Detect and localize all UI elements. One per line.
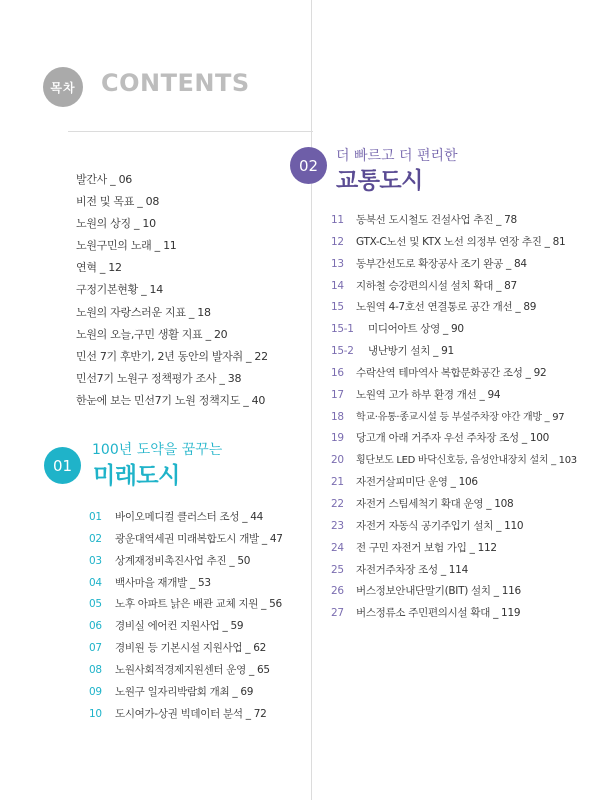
list-item[interactable] xyxy=(331,341,577,363)
item-number: 09 xyxy=(89,685,102,698)
item-number: 11 xyxy=(331,214,344,226)
item-number: 06 xyxy=(89,620,102,633)
item-text: 전 구민 자전거 보험 가입 _ 112 xyxy=(356,541,497,554)
list-item[interactable] xyxy=(331,494,577,516)
item-number: 17 xyxy=(331,388,344,401)
item-number: 27 xyxy=(331,607,344,620)
item-number: 04 xyxy=(89,576,102,589)
item-number: 12 xyxy=(331,235,344,248)
intro-item[interactable]: 구정기본현황 _ 14 xyxy=(76,283,163,297)
list-item[interactable] xyxy=(331,210,577,232)
contents-badge xyxy=(43,67,83,107)
item-number: 24 xyxy=(331,541,344,554)
item-number: 22 xyxy=(331,497,344,510)
list-item[interactable] xyxy=(331,428,577,450)
item-text: 노원사회적경제지원센터 운영 _ 65 xyxy=(115,663,270,676)
item-text: 학교·유통·종교시설 등 부설주차장 야간 개방 _ 97 xyxy=(356,411,565,423)
item-number: 01 xyxy=(89,511,102,523)
section-1-number: 01 xyxy=(52,456,73,475)
list-item[interactable] xyxy=(331,472,577,494)
list-item[interactable] xyxy=(331,319,577,341)
item-text: 당고개 아래 거주자 우선 주차장 조성 _ 100 xyxy=(356,432,549,445)
item-number: 03 xyxy=(89,554,102,567)
list-item[interactable] xyxy=(331,581,577,603)
list-item[interactable] xyxy=(331,276,577,298)
list-item[interactable] xyxy=(89,551,283,573)
section-1-number-badge xyxy=(44,447,81,484)
item-text: 바이오메디컬 클러스터 조성 _ 44 xyxy=(115,511,263,523)
section-1-subtitle: 100년 도약을 꿈꾸는 xyxy=(92,442,223,458)
section-1-list xyxy=(89,507,283,725)
item-text: 자전거 스팀세척기 확대 운영 _ 108 xyxy=(356,497,514,510)
section-2-title: 교통도시 xyxy=(336,168,423,194)
list-item[interactable] xyxy=(89,660,283,682)
section-2-list xyxy=(331,210,577,625)
list-item[interactable] xyxy=(89,704,283,726)
item-text: 냉난방기 설치 _ 91 xyxy=(368,345,454,358)
item-text: 상계재정비촉진사업 추진 _ 50 xyxy=(115,554,251,567)
section-2-number: 02 xyxy=(298,156,319,175)
item-text: 백사마을 재개발 _ 53 xyxy=(115,576,211,589)
item-number: 25 xyxy=(331,563,344,576)
section-2-number-badge xyxy=(290,147,327,184)
item-number: 08 xyxy=(89,663,102,676)
item-text: 노원역 고가 하부 환경 개선 _ 94 xyxy=(356,388,501,401)
item-text: 도시여가-상권 빅데이터 분석 _ 72 xyxy=(115,707,267,720)
item-number: 26 xyxy=(331,585,344,598)
list-item[interactable] xyxy=(89,616,283,638)
intro-item[interactable]: 노원의 상징 _ 10 xyxy=(76,217,156,231)
item-number: 19 xyxy=(331,432,344,445)
item-number: 20 xyxy=(331,454,344,467)
item-number: 07 xyxy=(89,642,102,655)
item-number: 10 xyxy=(89,707,102,720)
item-text: 노원역 4-7호선 연결통로 공간 개선 _ 89 xyxy=(356,301,537,314)
list-item[interactable] xyxy=(331,407,577,429)
item-text: 동부간선도로 확장공사 조기 완공 _ 84 xyxy=(356,257,527,270)
page-title: CONTENTS xyxy=(101,69,250,97)
item-number: 02 xyxy=(89,532,102,545)
intro-item[interactable]: 노원의 자랑스러운 지표 _ 18 xyxy=(76,305,211,319)
intro-item[interactable]: 민선7기 노원구 정책평가 조사 _ 38 xyxy=(76,371,242,385)
item-text: 경비실 에어컨 지원사업 _ 59 xyxy=(115,620,244,633)
header-divider xyxy=(68,131,313,132)
list-item[interactable] xyxy=(89,529,283,551)
list-item[interactable] xyxy=(331,363,577,385)
intro-item[interactable]: 노원구민의 노래 _ 11 xyxy=(76,239,177,253)
list-item[interactable] xyxy=(89,638,283,660)
list-item[interactable] xyxy=(89,594,283,616)
item-text: 미디어아트 상영 _ 90 xyxy=(368,323,464,336)
list-item[interactable] xyxy=(331,450,577,472)
section-2-subtitle: 더 빠르고 더 편리한 xyxy=(336,148,458,164)
item-number: 13 xyxy=(331,257,344,270)
item-text: 노후 아파트 낡은 배관 교체 지원 _ 56 xyxy=(115,598,282,611)
intro-item[interactable]: 한눈에 보는 민선7기 노원 정책지도 _ 40 xyxy=(76,393,266,407)
item-text: 광운대역세권 미래복합도시 개발 _ 47 xyxy=(115,532,283,545)
list-item[interactable] xyxy=(331,560,577,582)
list-item[interactable] xyxy=(331,232,577,254)
item-number: 14 xyxy=(331,279,344,292)
item-number: 23 xyxy=(331,519,344,532)
item-text: 수락산역 테마역사 복합문화공간 조성 _ 92 xyxy=(356,366,547,379)
item-text: 자전거 자동식 공기주입기 설치 _ 110 xyxy=(356,519,524,532)
list-item[interactable] xyxy=(89,507,283,529)
item-text: GTX-C노선 및 KTX 노선 의정부 연장 추진 _ 81 xyxy=(356,235,566,248)
section-1-title: 미래도시 xyxy=(93,463,180,489)
item-text: 자전거주차장 조성 _ 114 xyxy=(356,563,468,576)
list-item[interactable] xyxy=(331,385,577,407)
intro-list xyxy=(76,169,268,412)
item-number: 05 xyxy=(89,598,102,611)
item-number: 21 xyxy=(331,476,344,489)
item-text: 자전거살피미단 운영 _ 106 xyxy=(356,476,478,489)
item-text: 경비원 등 기본시설 지원사업 _ 62 xyxy=(115,642,267,655)
list-item[interactable] xyxy=(331,297,577,319)
item-text: 버스정류소 주민편의시설 확대 _ 119 xyxy=(356,607,521,620)
intro-item[interactable]: 연혁 _ 12 xyxy=(76,261,122,275)
item-number: 15-2 xyxy=(331,345,354,358)
item-text: 지하철 승강편의시설 설치 확대 _ 87 xyxy=(356,279,517,292)
item-number: 15-1 xyxy=(331,323,354,336)
list-item[interactable] xyxy=(331,603,577,625)
item-number: 18 xyxy=(331,410,344,423)
item-number: 15 xyxy=(331,301,344,314)
item-text: 버스정보안내단말기(BIT) 설치 _ 116 xyxy=(356,585,521,598)
item-number: 16 xyxy=(331,366,344,379)
intro-item[interactable]: 노원의 오늘,구민 생활 지표 _ 20 xyxy=(76,327,228,341)
intro-item[interactable]: 민선 7기 후반기, 2년 동안의 발자취 _ 22 xyxy=(76,349,268,363)
list-item[interactable] xyxy=(89,682,283,704)
intro-item[interactable]: 발간사 _ 06 xyxy=(76,173,132,186)
item-text: 노원구 일자리박람회 개최 _ 69 xyxy=(115,685,254,698)
list-item[interactable] xyxy=(89,573,283,595)
item-text: 횡단보도 LED 바닥신호등, 음성안내장치 설치 _ 103 xyxy=(356,455,577,467)
item-text: 동북선 도시철도 건설사업 추진 _ 78 xyxy=(356,214,517,226)
list-item[interactable] xyxy=(331,538,577,560)
list-item[interactable] xyxy=(331,516,577,538)
intro-item[interactable]: 비전 및 목표 _ 08 xyxy=(76,195,160,209)
list-item[interactable] xyxy=(331,254,577,276)
center-divider xyxy=(311,0,312,800)
contents-badge-label: 목차 xyxy=(50,80,76,95)
